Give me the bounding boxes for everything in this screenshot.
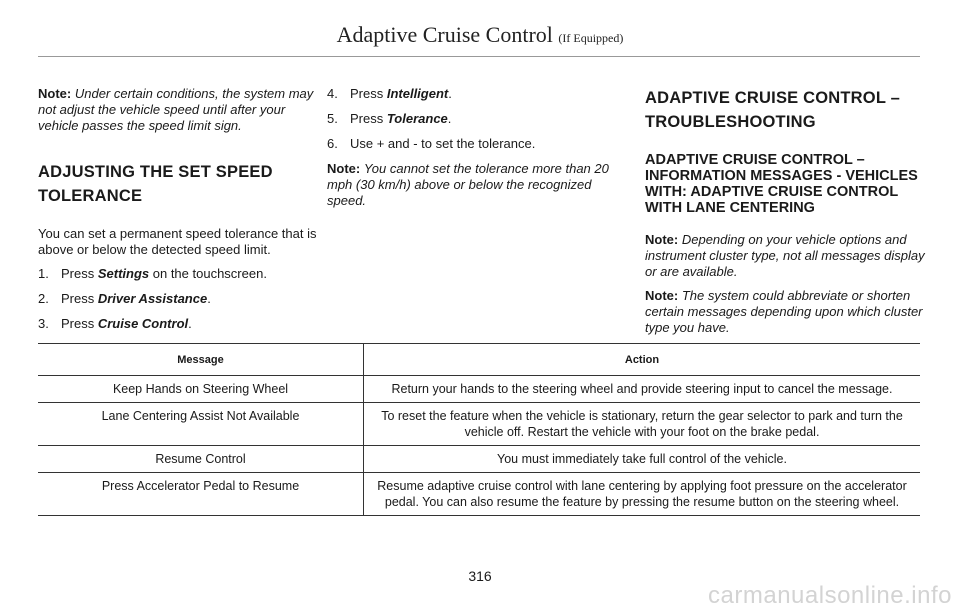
header-action: Action <box>364 344 921 376</box>
step-item <box>38 291 318 307</box>
step-bold: Settings <box>97 266 150 281</box>
step-text: on the touchscreen. <box>149 266 267 281</box>
step-item <box>38 316 318 332</box>
table-row <box>38 376 920 403</box>
step-bold: Driver Assistance <box>97 291 208 306</box>
action-cell: Resume adaptive cruise control with lane centering by applying foot pressure on the accelerator pedal. You can also resume the feature by pressing the resume button on the steering wheel. <box>364 473 921 516</box>
step-text: Use + and - to set the tolerance. <box>350 136 536 151</box>
step-number: 1. <box>38 266 49 281</box>
step-number: 4. <box>327 86 338 101</box>
message-cell: Press Accelerator Pedal to Resume <box>38 473 364 516</box>
step-number: 5. <box>327 111 338 126</box>
note-tolerance-limit <box>327 161 617 209</box>
header-divider <box>38 56 920 57</box>
note-text: The system could abbreviate or shorten certain messages depending upon which cluster type you have. <box>645 288 923 335</box>
step-item <box>327 111 617 127</box>
note-speed-limit <box>38 86 318 134</box>
table-row <box>38 403 920 446</box>
subsection-heading-messages: ADAPTIVE CRUISE CONTROL – INFORMATION MESSAGES - VEHICLES WITH: ADAPTIVE CRUISE CONTROL WITH LANE CENTERING <box>645 152 918 216</box>
action-cell: To reset the feature when the vehicle is stationary, return the gear selector to park and turn the vehicle off. Restart the vehicle with your foot on the brake pedal. <box>364 403 921 446</box>
step-bold: Cruise Control <box>97 316 189 331</box>
step-text: . <box>207 291 211 306</box>
step-number: 3. <box>38 316 49 331</box>
step-item <box>327 86 617 102</box>
steps-list-1 <box>38 266 318 332</box>
note-label: Note: <box>327 161 361 176</box>
note-text: Depending on your vehicle options and instrument cluster type, not all messages display or are available. <box>645 232 925 279</box>
header-message: Message <box>38 344 364 376</box>
steps-list-2 <box>327 86 617 152</box>
column-right <box>645 86 925 344</box>
table-row <box>38 473 920 516</box>
step-text: . <box>448 86 452 101</box>
table-row <box>38 446 920 473</box>
header-title: Adaptive Cruise Control <box>336 22 553 47</box>
note-label: Note: <box>38 86 72 101</box>
section-heading-troubleshooting: ADAPTIVE CRUISE CONTROL – TROUBLESHOOTING <box>645 89 900 131</box>
note-messages-availability <box>645 232 925 280</box>
table-header-row <box>38 344 920 376</box>
message-cell: Resume Control <box>38 446 364 473</box>
messages-table <box>38 343 920 516</box>
page-number: 316 <box>468 568 492 584</box>
step-item <box>38 266 318 282</box>
step-text: Press <box>61 291 98 306</box>
note-text: You cannot set the tolerance more than 20 mph (30 km/h) above or below the recognized speed. <box>327 161 609 208</box>
step-bold: Intelligent <box>386 86 449 101</box>
step-number: 6. <box>327 136 338 151</box>
column-left <box>38 86 318 341</box>
intro-paragraph: You can set a permanent speed tolerance that is above or below the detected speed limit. <box>38 226 317 257</box>
action-cell: Return your hands to the steering wheel and provide steering input to cancel the message. <box>364 376 921 403</box>
step-text: Press <box>61 266 98 281</box>
step-text: Press <box>61 316 98 331</box>
section-heading-tolerance: ADJUSTING THE SET SPEED TOLERANCE <box>38 163 273 205</box>
message-cell: Keep Hands on Steering Wheel <box>38 376 364 403</box>
note-abbreviation <box>645 288 925 336</box>
note-label: Note: <box>645 288 679 303</box>
step-text: . <box>188 316 192 331</box>
action-cell: You must immediately take full control of the vehicle. <box>364 446 921 473</box>
step-text: . <box>447 111 452 126</box>
step-item <box>327 136 617 152</box>
step-number: 2. <box>38 291 49 306</box>
page-header <box>0 22 960 48</box>
note-label: Note: <box>645 232 679 247</box>
column-middle <box>327 86 617 217</box>
header-subtitle: (If Equipped) <box>558 31 624 45</box>
watermark: carmanualsonline.info <box>708 582 952 609</box>
step-text: Press <box>350 86 387 101</box>
step-bold: Tolerance <box>386 111 448 126</box>
note-text: Under certain conditions, the system may not adjust the vehicle speed until after your vehicle passes the speed limit sign. <box>38 86 314 133</box>
message-cell: Lane Centering Assist Not Available <box>38 403 364 446</box>
step-text: Press <box>350 111 387 126</box>
